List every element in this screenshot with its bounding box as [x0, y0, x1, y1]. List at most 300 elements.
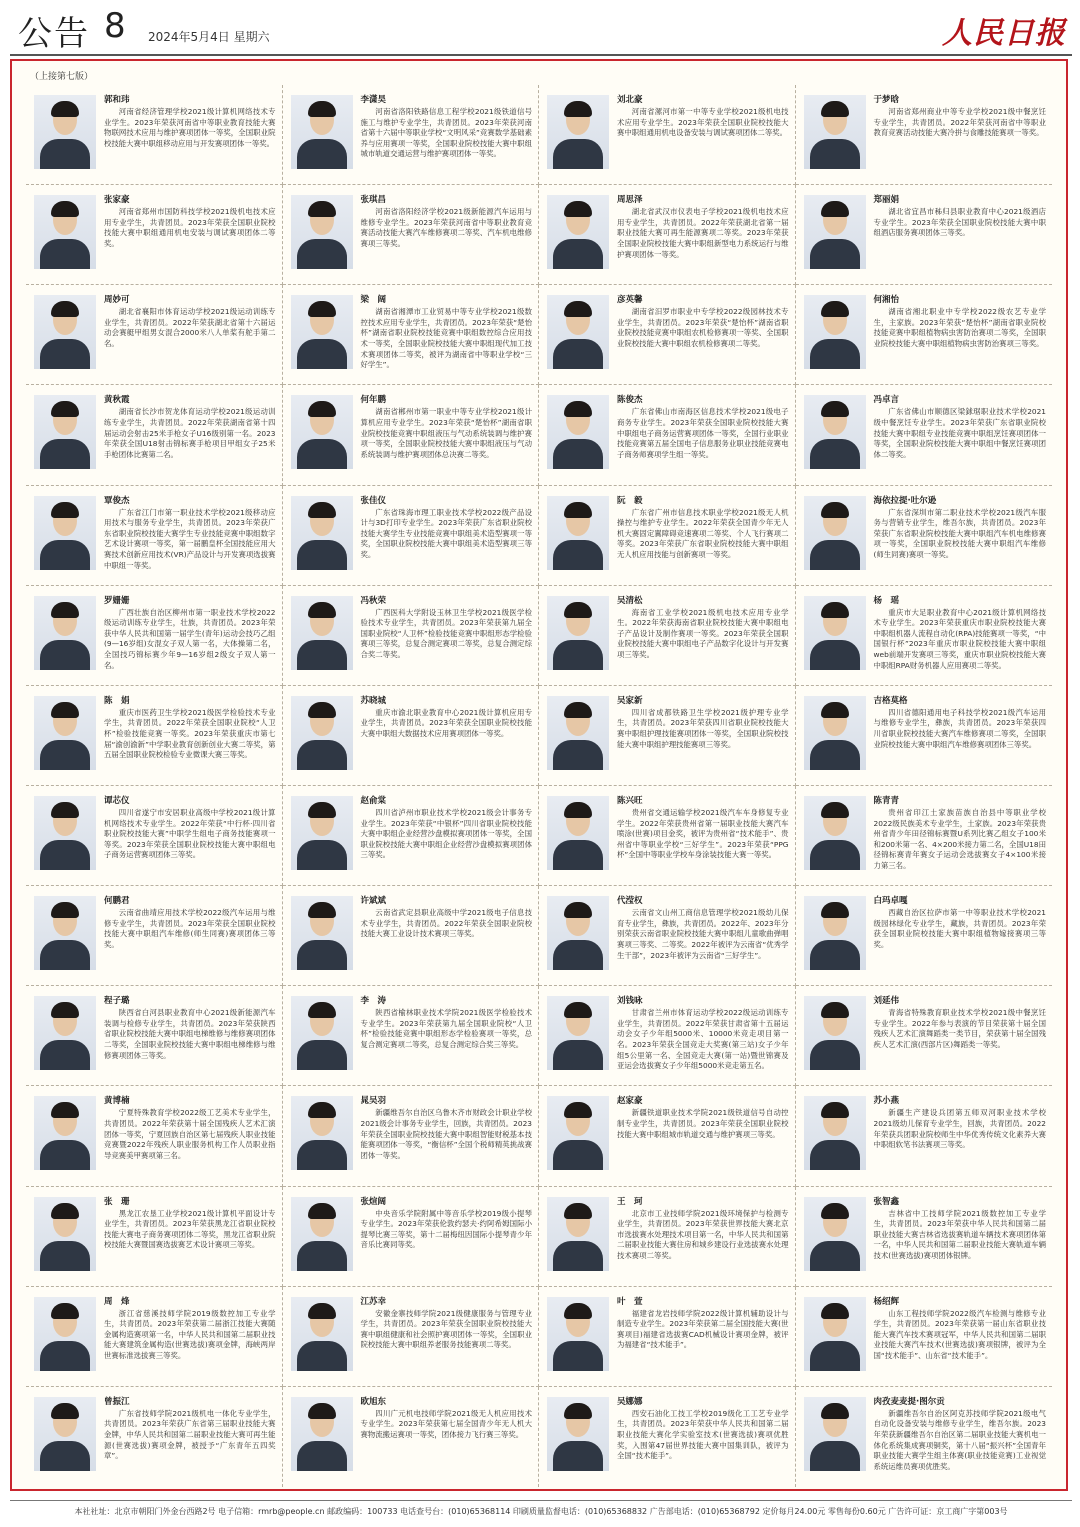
profile-card — [26, 786, 283, 886]
student-bio: 四川省德阳通用电子科技学校2021级汽车运用与维修专业学生，彝族，共青团员。2023年荣获四川省职业院校技能大赛汽车维修赛项二等奖，全国职业院校技能大赛中职组汽车维修赛项团体三等奖。 — [873, 707, 1046, 749]
student-name: 张家豪 — [104, 195, 130, 206]
portrait-body — [810, 640, 860, 670]
portrait-photo — [34, 395, 96, 469]
student-name: 陈 娟 — [104, 695, 130, 706]
portrait-hair — [821, 1403, 849, 1419]
profile-card — [283, 1287, 540, 1387]
portrait-hair — [821, 1203, 849, 1219]
portrait-hair — [564, 1203, 592, 1219]
student-name: 黄秋霞 — [104, 395, 130, 406]
student-bio: 宁夏特殊教育学校2022级工艺美术专业学生，共青团员。2022年荣获第十届全国残疾人艺术汇演团体一等奖，宁夏回族自治区第七届残疾人职业技能竞赛暨2022年残疾人职业服务机构工作人员职业指导竞赛美甲赛项第三名。 — [104, 1108, 276, 1160]
portrait-body — [40, 439, 90, 469]
student-bio: 湖南省郴州市第一职业中等专业学校2021级计算机应用专业学生。2023年荣获“楚怡杯”湖南省职业院校技能竞赛中职组液压与气动系统装调与维护赛项一等奖，全国职业院校技能大赛中职组液压与气动系统装调与维护赛项团体总决赛二等奖。 — [360, 407, 532, 459]
imprint-footer: 本社社址：北京市朝阳门外金台西路2号 电子信箱：rmrb@people.cn 邮政编码：100733 电话查号台：(010)65368114 印刷质量监督电话：(010)65368832 广告部电话：(010)65368792 定价每月24.00元 零售每份0.60元 广告许可证：京工商广字第003号 — [10, 1500, 1072, 1517]
portrait-body — [553, 1441, 603, 1471]
portrait-photo — [34, 1096, 96, 1170]
masthead-rule — [10, 54, 1072, 56]
portrait-body — [297, 339, 347, 369]
portrait-body — [40, 940, 90, 970]
portrait-photo — [547, 496, 609, 570]
student-bio: 安徽金寨技师学院2021级健康服务与管理专业学生，共青团员。2023年荣获全国职业院校技能大赛中职组健康和社会照护赛项团体一等奖，全国职业院校技能大赛中职组养老服务技能赛项二等奖。 — [360, 1308, 532, 1350]
portrait-body — [297, 640, 347, 670]
profile-card — [26, 1086, 283, 1186]
student-bio: 河南省郑州市国防科技学校2021级机电技术应用专业学生，共青团员。2023年荣获全国职业院校技能大赛中职组通用机电安装与调试赛项团体二等奖。 — [104, 207, 276, 248]
portrait-body — [810, 940, 860, 970]
portrait-photo — [34, 996, 96, 1070]
student-name: 刘延伟 — [873, 996, 900, 1007]
portrait-body — [297, 139, 347, 169]
student-name: 何湘怡 — [873, 295, 900, 306]
profile-card — [796, 85, 1053, 185]
student-name: 欧旭东 — [360, 1396, 387, 1407]
portrait-hair — [821, 401, 849, 417]
portrait-hair — [821, 902, 849, 918]
student-name: 白玛卓嘎 — [873, 896, 908, 907]
portrait-photo — [34, 596, 96, 670]
portrait-hair — [564, 802, 592, 818]
student-bio: 新疆维吾尔自治区乌鲁木齐市财政会计职业学校2021级会计事务专业学生，回族，共青团员。2023年荣获全国职业院校技能大赛中职组智能财税基本技能赛项团体一等奖，“衡信杯”全国个税师精英挑战赛团体一等奖。 — [360, 1108, 532, 1160]
portrait-body — [810, 339, 860, 369]
student-name: 彦英馨 — [617, 295, 643, 306]
portrait-hair — [51, 301, 79, 317]
student-bio: 新疆生产建设兵团第五师双河职业技术学校2021级幼儿保育专业学生，回族，共青团员。2022年荣获兵团职业院校师生中华优秀传统文化素养大赛中职组软笔书法赛项三等奖。 — [873, 1108, 1046, 1150]
portrait-hair — [51, 902, 79, 918]
student-name: 吴家新 — [617, 695, 643, 706]
portrait-body — [553, 1140, 603, 1170]
student-name: 陈俊杰 — [617, 395, 643, 406]
student-bio: 西藏自治区拉萨市第一中等职业技术学校2021级园林绿化专业学生，藏族，共青团员。2023年荣获全国职业院校技能大赛中职组植物嫁接赛项三等奖。 — [873, 908, 1046, 949]
student-name: 何年鹏 — [360, 395, 387, 406]
student-bio: 广东省佛山市顺德区梁銶琚职业技术学校2021级中餐烹饪专业学生。2023年荣获广东省职业院校技能大赛中职组专业技能竞赛中职组烹饪赛项团体一等奖，全国职业院校技能大赛中职组中餐烹饪赛项团体二等奖。 — [873, 407, 1046, 459]
portrait-photo — [34, 1197, 96, 1271]
profile-card — [796, 1387, 1053, 1487]
portrait-photo — [547, 395, 609, 469]
portrait-body — [553, 239, 603, 269]
student-bio: 西安石油化工技工学校2019级化工工艺专业学生，共青团员。2023年荣获中华人民共和国第二届职业技能大赛化学实验室技术(世赛选拔)赛项优胜奖，入围第47届世界技能大赛中国集训队，被评为全国“技术能手”。 — [617, 1408, 789, 1461]
profile-card — [26, 85, 283, 185]
portrait-hair — [308, 502, 336, 518]
portrait-body — [40, 1341, 90, 1371]
profile-card — [539, 486, 796, 586]
portrait-hair — [564, 401, 592, 417]
portrait-hair — [308, 201, 336, 217]
student-bio: 山东工程技师学院2022级汽车检测与维修专业学生，共青团员。2023年荣获第一届山东省职业技能大赛汽车技术赛项冠军，中华人民共和国第二届职业技能大赛汽车技术(世赛选拔)赛项银牌，被评为全国“技术能手”、山东省“技术能手”。 — [873, 1308, 1046, 1361]
profile-card — [539, 986, 796, 1086]
portrait-hair — [308, 1203, 336, 1219]
portrait-photo — [291, 1297, 353, 1371]
portrait-body — [810, 1040, 860, 1070]
portrait-hair — [821, 301, 849, 317]
portrait-body — [297, 740, 347, 770]
portrait-hair — [821, 201, 849, 217]
student-name: 程子璐 — [104, 996, 130, 1007]
profile-card — [539, 1287, 796, 1387]
portrait-hair — [51, 602, 79, 618]
portrait-body — [297, 940, 347, 970]
student-bio: 新疆铁道职业技术学院2021级铁道信号自动控制专业学生，共青团员。2023年荣获全国职业院校技能大赛中职组城市轨道交通与维护赛项三等奖。 — [617, 1108, 789, 1139]
portrait-photo — [804, 95, 866, 169]
profile-card — [539, 385, 796, 485]
portrait-hair — [308, 702, 336, 718]
portrait-body — [297, 1140, 347, 1170]
student-bio: 湖南省湘北职业中专学校2022级农艺专业学生，主家族。2023年荣获“楚怡杯”湖南省职业院校技能竞赛中职组植物病虫害防治赛项二等奖，全国职业院校技能大赛中职组植物病虫害防治赛项三等奖。 — [873, 307, 1046, 349]
profile-card — [283, 1086, 540, 1186]
portrait-photo — [804, 796, 866, 870]
profile-card — [796, 1086, 1053, 1186]
profile-card — [539, 586, 796, 686]
section-title: 公告 — [18, 14, 90, 54]
student-name: 李潇昊 — [360, 95, 387, 105]
portrait-body — [553, 439, 603, 469]
student-bio: 河南省洛阳经济学校2021级新能源汽车运用与维修专业学生。2023年荣获河南省中等职业教育竞赛活动技能大赛汽车维修赛项二等奖、汽车机电维修赛项三等奖。 — [360, 207, 532, 248]
student-name: 吉格莫格 — [873, 695, 908, 706]
portrait-photo — [34, 696, 96, 770]
profile-card — [796, 1287, 1053, 1387]
student-name: 郭和玮 — [104, 95, 130, 105]
portrait-photo — [291, 796, 353, 870]
student-name: 苏小燕 — [873, 1096, 900, 1107]
portrait-body — [40, 1040, 90, 1070]
student-name: 许斌斌 — [360, 896, 387, 907]
portrait-photo — [804, 896, 866, 970]
student-name: 冯秋荣 — [360, 595, 387, 606]
portrait-photo — [547, 95, 609, 169]
student-name: 陈青青 — [873, 796, 900, 806]
portrait-body — [40, 139, 90, 169]
portrait-hair — [564, 1403, 592, 1419]
portrait-photo — [804, 1096, 866, 1170]
portrait-body — [297, 239, 347, 269]
student-bio: 重庆市大足职业教育中心2021级计算机网络技术专业学生。2023年荣获重庆市职业院校技能大赛中职组机器人流程自动化(RPA)技能赛项一等奖，“中国银行杯”2023年重庆市职业院校技能大赛中职组web前端开发赛项三等奖，重庆市职业院校技能大赛中职组RPA财务机器人应用赛项二等奖。 — [873, 607, 1046, 670]
profile-card — [26, 1287, 283, 1387]
portrait-hair — [821, 101, 849, 117]
portrait-photo — [34, 496, 96, 570]
student-bio: 陕西省白河县职业教育中心2021级新能源汽车装调与检修专业学生，共青团员。2023年荣获陕西省职业院校技能大赛中职组电梯维修与维修赛项团体二等奖，全国职业院校技能大赛中职组电梯维修与维修赛项团体三等奖。 — [104, 1008, 276, 1060]
student-name: 何鹏君 — [104, 896, 130, 907]
profile-card — [283, 285, 540, 385]
profile-card — [796, 385, 1053, 485]
portrait-hair — [821, 502, 849, 518]
portrait-photo — [804, 1197, 866, 1271]
portrait-photo — [34, 796, 96, 870]
portrait-hair — [51, 201, 79, 217]
portrait-body — [553, 640, 603, 670]
student-name: 张琪昌 — [360, 195, 387, 206]
student-bio: 新疆维吾尔自治区阿克苏技师学院2021级电气自动化设备安装与维修专业学生，维吾尔族。2023年荣获新疆维吾尔自治区第二届职业技能大赛机电一体化系统集成赛项铜奖，第十八届“振兴杯”全国青年职业技能大赛学生组主体赛(职业技能竞赛)工业视觉系统运维员赛项优胜奖。 — [873, 1408, 1046, 1471]
portrait-photo — [547, 1197, 609, 1271]
portrait-body — [810, 439, 860, 469]
student-name: 刘北豪 — [617, 95, 643, 105]
profile-card — [26, 986, 283, 1086]
profile-card — [283, 1387, 540, 1487]
portrait-hair — [821, 802, 849, 818]
student-bio: 河南省漯河市第一中等专业学校2021级机电技术应用专业学生。2023年荣获全国职业院校技能大赛中职组通用机电设备安装与调试赛项团体二等奖。 — [617, 107, 789, 138]
portrait-body — [810, 139, 860, 169]
portrait-hair — [51, 1203, 79, 1219]
portrait-hair — [821, 602, 849, 618]
student-name: 吴清松 — [617, 595, 643, 606]
portrait-hair — [564, 702, 592, 718]
profile-card — [539, 1086, 796, 1186]
portrait-photo — [291, 1397, 353, 1471]
student-name: 周思泽 — [617, 195, 643, 206]
portrait-photo — [547, 796, 609, 870]
student-bio: 中央音乐学院附属中等音乐学校2019级小提琴专业学生。2023年荣获伦敦约瑟夫·约阿希姆国际小提琴比赛三等奖，第十二届梅纽因国际小提琴青少年音乐比赛同等奖。 — [360, 1208, 532, 1250]
portrait-photo — [547, 195, 609, 269]
student-name: 梁 阔 — [360, 295, 387, 306]
portrait-photo — [804, 195, 866, 269]
student-name: 罗姗姗 — [104, 595, 130, 606]
student-bio: 湖北省宜昌市秭归县职业教育中心2021级酒店专业学生。2023年荣获全国职业院校技能大赛中职组酒店服务赛项团体三等奖。 — [873, 207, 1046, 238]
portrait-body — [553, 940, 603, 970]
portrait-body — [553, 339, 603, 369]
student-bio: 重庆市医药卫生学校2021级医学检验技术专业学生，共青团员。2022年荣获全国职业院校“人卫杯”检验技能竞赛一等奖。2023年荣获重庆市第七届“渝创渝新”中学职业教育创新创业大赛二等奖，第五届全国职业院校检验专业微课大赛三等奖。 — [104, 707, 276, 760]
portrait-body — [297, 1040, 347, 1070]
portrait-photo — [547, 896, 609, 970]
portrait-body — [810, 840, 860, 870]
profile-card — [26, 185, 283, 285]
student-bio: 青海省特殊教育职业技术学校2021级中餐烹饪专业学生。2022年参与表演的节目荣获第十届全国残疾人艺术汇演舞蹈类一类节目，荣获第十届全国残疾人艺术汇演(西部片区)舞蹈类一等奖。 — [873, 1008, 1046, 1050]
student-bio: 黑龙江农垦工业学校2021级计算机平面设计专业学生，共青团员。2023年荣获黑龙江省职业院校技能大赛电子商务赛项团体二等奖，黑龙江省职业院校技能大赛暨国赛选拔赛艺术设计赛项三等奖。 — [104, 1208, 276, 1250]
student-name: 周 烽 — [104, 1296, 130, 1307]
student-name: 杨绍辉 — [873, 1296, 900, 1307]
student-name: 李 涛 — [360, 996, 387, 1007]
portrait-photo — [804, 1297, 866, 1371]
student-bio: 湖北省武汉市仪表电子学校2021级机电技术应用专业学生，共青团员。2022年荣获湖北省第一届职业技能大赛可再生能源赛项二等奖。2023年荣获全国职业院校技能大赛中职组新型电力系统运行与维护赛项团体一等奖。 — [617, 207, 789, 259]
student-bio: 广东省深圳市第二职业技术学校2021级汽车服务与营销专业学生，维吾尔族，共青团员。2023年荣获广东省职业院校技能大赛中职组汽车机电维修赛项一等奖，全国职业院校技能大赛中职组汽车维修(师生同赛)赛项一等奖。 — [873, 507, 1046, 559]
portrait-hair — [308, 1303, 336, 1319]
student-name: 晁吴羽 — [360, 1096, 387, 1107]
portrait-photo — [34, 295, 96, 369]
portrait-hair — [821, 1303, 849, 1319]
portrait-photo — [804, 1397, 866, 1471]
profile-card — [26, 586, 283, 686]
student-name: 谭芯仪 — [104, 796, 130, 806]
portrait-hair — [308, 1102, 336, 1118]
student-bio: 四川省遂宁市安居职业高级中学校2021级计算机网络技术专业学生。2022年荣获“中行杯·四川省职业院校技能大赛”中职学生组电子商务技能赛项一等奖。2023年荣获全国职业院校技能大赛中职组电子商务运营赛项团体三等奖。 — [104, 808, 276, 860]
profile-card — [26, 285, 283, 385]
student-bio: 河南省经济管理学校2021级计算机网络技术专业学生。2023年荣获河南省中等职业教育技能大赛物联网技术应用与维护赛项团体一等奖，全国职业院校技能大赛中职组移动应用与开发赛项团体一等奖。 — [104, 107, 276, 148]
portrait-hair — [821, 702, 849, 718]
student-bio: 陕西省榆林职业技术学院2021级医学检验技术专业学生。2023年荣获第九届全国职业院校“人卫杯”检验技能竞赛中职组形态学检验赛项一等奖，总复合测定赛项二等奖，总复合测定综合奖三等奖。 — [360, 1008, 532, 1050]
masthead — [0, 0, 1080, 58]
portrait-body — [40, 840, 90, 870]
student-name: 苏晓城 — [360, 695, 387, 706]
profile-card — [26, 886, 283, 986]
student-name: 张智鑫 — [873, 1196, 900, 1207]
student-name: 张 珊 — [104, 1196, 130, 1207]
portrait-body — [810, 1341, 860, 1371]
portrait-body — [297, 439, 347, 469]
portrait-body — [553, 1241, 603, 1271]
student-bio: 吉林省中工技师学院2021级数控加工专业学生，共青团员。2023年荣获中华人民共和国第二届职业技能大赛吉林省选拔赛轨道车辆技术赛项团体第一名，中华人民共和国第二届职业技能大赛轨道车辆技术(世赛选拔)赛项团体银牌。 — [873, 1208, 1046, 1260]
portrait-photo — [804, 696, 866, 770]
profile-card — [796, 1187, 1053, 1287]
portrait-photo — [291, 1197, 353, 1271]
portrait-hair — [51, 1002, 79, 1018]
profile-card — [796, 486, 1053, 586]
profile-card — [283, 686, 540, 786]
profile-card — [26, 1387, 283, 1487]
profile-card — [26, 486, 283, 586]
portrait-photo — [34, 95, 96, 169]
portrait-body — [810, 239, 860, 269]
portrait-body — [297, 1341, 347, 1371]
student-name: 赵家豪 — [617, 1096, 643, 1107]
profile-card — [796, 986, 1053, 1086]
student-bio: 重庆市渝北职业教育中心2021级计算机应用专业学生，共青团员。2023年荣获全国职业院校技能大赛中职组大数据技术应用赛项团体一等奖。 — [360, 707, 532, 739]
portrait-hair — [308, 301, 336, 317]
portrait-body — [40, 740, 90, 770]
portrait-hair — [308, 802, 336, 818]
student-name: 覃俊杰 — [104, 495, 130, 506]
portrait-photo — [804, 596, 866, 670]
student-name: 郑丽娟 — [873, 195, 900, 206]
portrait-body — [297, 1241, 347, 1271]
profile-card — [539, 1387, 796, 1487]
portrait-photo — [34, 1297, 96, 1371]
profile-card — [796, 285, 1053, 385]
portrait-body — [297, 840, 347, 870]
student-bio: 云南省武定县职业高级中学2021级电子信息技术专业学生，共青团员。2022年荣获全国职业院校技能大赛工业设计技术赛项三等奖。 — [360, 908, 532, 939]
portrait-hair — [821, 1102, 849, 1118]
portrait-hair — [51, 401, 79, 417]
issue-date: 2024年5月4日 星期六 — [148, 30, 270, 44]
portrait-hair — [821, 1002, 849, 1018]
profile-card — [539, 686, 796, 786]
profile-card — [283, 1187, 540, 1287]
student-bio: 海南省工业学校2021级机电技术应用专业学生。2022年荣获海南省职业院校技能大赛中职组电子产品设计及制作赛项一等奖。2023年荣获全国职业院校技能大赛中职组电子产品数字化设计与开发赛项三等奖。 — [617, 607, 789, 660]
profile-card — [283, 85, 540, 185]
student-bio: 四川省泸州市职业技术学校2021级会计事务专业学生。2023年荣获“中银杯”四川省职业院校技能大赛中职组企业经营沙盘模拟赛项团体一等奖，全国职业院校技能大赛中职组企业经营沙盘模拟赛项团体三等奖。 — [360, 808, 532, 860]
portrait-body — [810, 540, 860, 570]
portrait-hair — [51, 502, 79, 518]
portrait-hair — [51, 702, 79, 718]
student-name: 黄博楠 — [104, 1096, 130, 1107]
portrait-photo — [547, 1397, 609, 1471]
portrait-body — [553, 840, 603, 870]
portrait-hair — [564, 1102, 592, 1118]
student-name: 于梦晗 — [873, 95, 900, 105]
portrait-hair — [308, 902, 336, 918]
student-bio: 贵州省交通运输学校2021级汽车车身修复专业学生。2022年荣获贵州省第一届职业技能大赛汽车喷涂(世赛)项目金奖，被评为贵州省“技术能手”、贵州省中等职业学校“三好学生”。2023年荣获“PPG杯”全国中等职业学校车身涂装技能大赛一等奖。 — [617, 808, 789, 860]
profile-card — [796, 886, 1053, 986]
portrait-body — [40, 1241, 90, 1271]
portrait-photo — [291, 596, 353, 670]
student-name: 肉孜麦麦提·图尔贡 — [873, 1396, 945, 1407]
portrait-hair — [564, 101, 592, 117]
profile-card — [539, 285, 796, 385]
portrait-body — [40, 640, 90, 670]
student-name: 杨 瑶 — [873, 595, 900, 606]
profile-grid — [26, 85, 1052, 1487]
profile-card — [796, 786, 1053, 886]
portrait-photo — [291, 696, 353, 770]
student-name: 赵俞棠 — [360, 796, 387, 806]
portrait-hair — [564, 1002, 592, 1018]
portrait-photo — [291, 496, 353, 570]
portrait-body — [553, 139, 603, 169]
portrait-photo — [291, 1096, 353, 1170]
student-bio: 广东省江门市第一职业技术学校2021级移动应用技术与服务专业学生，共青团员。2023年荣获广东省职业院校技能大赛学生专业技能竞赛中职组数字艺术设计赛项一等奖，第一届鹏皇杯全国技能应用大赛技术创新应用技术(VR)产品设计与开发赛项选拔赛中职组一等奖。 — [104, 507, 276, 570]
portrait-photo — [291, 896, 353, 970]
portrait-photo — [547, 996, 609, 1070]
portrait-photo — [34, 1397, 96, 1471]
portrait-photo — [291, 996, 353, 1070]
student-bio: 湖南省汨罗市职业中专学校2022级园林技术专业学生，共青团员。2023年荣获“楚怡杯”湖南省职业院校技能竞赛中职组农机检修赛项一等奖、全国职业院校技能大赛中职组农机检修赛项二等奖。 — [617, 307, 789, 349]
student-bio: 福建省龙岩技师学院2022级计算机辅助设计与制造专业学生。2023年荣获第二届全国技能大赛(世赛项目)福建省选拔赛CAD机械设计赛项金牌，被评为福建省“技术能手”。 — [617, 1308, 789, 1350]
portrait-body — [40, 540, 90, 570]
profile-card — [539, 185, 796, 285]
profile-card — [539, 1187, 796, 1287]
profile-card — [283, 786, 540, 886]
student-bio: 云南省文山州工商信息管理学校2021级幼儿保育专业学生，彝族，共青团员。2022年、2023年分别荣获云南省职业院校技能大赛中职组儿童歌曲弹唱赛项三等奖、二等奖。2022年被评为云南省“优秀学生干部”，2023年被评为云南省“三好学生”。 — [617, 908, 789, 960]
student-name: 江苏幸 — [360, 1296, 387, 1307]
profile-card — [539, 886, 796, 986]
portrait-hair — [308, 1403, 336, 1419]
portrait-hair — [308, 1002, 336, 1018]
portrait-body — [810, 740, 860, 770]
student-bio: 广东省技师学院2021级机电一体化专业学生，共青团员。2023年荣获广东省第三届职业技能大赛金牌，中华人民共和国第二届职业技能大赛可再生能源(世赛选拔)赛项金牌，被授予“广东青年五四奖章”。 — [104, 1408, 276, 1461]
portrait-hair — [564, 1303, 592, 1319]
student-bio: 河南省郑州商业中等专业学校2021级中餐烹饪专业学生，共青团员。2022年荣获河南省中等职业教育竞赛活动技能大赛冷拼与食雕技能赛项一等奖。 — [873, 107, 1046, 138]
profile-card — [283, 586, 540, 686]
student-name: 周妙可 — [104, 295, 130, 306]
portrait-photo — [804, 996, 866, 1070]
student-name: 代滢权 — [617, 896, 643, 907]
portrait-hair — [564, 902, 592, 918]
portrait-body — [553, 1040, 603, 1070]
student-name: 海依拉提·吐尔逊 — [873, 495, 937, 506]
portrait-hair — [51, 1303, 79, 1319]
student-bio: 广西医科大学附设玉林卫生学校2021级医学检验技术专业学生，共青团员。2023年荣获第九届全国职业院校“人卫杯”检验技能竞赛中职组形态学检验赛项三等奖，总复合测定赛项二等奖，总复合测定综合奖二等奖。 — [360, 607, 532, 660]
portrait-hair — [564, 502, 592, 518]
portrait-hair — [308, 101, 336, 117]
profile-card — [796, 686, 1053, 786]
profile-card — [539, 786, 796, 886]
student-name: 陈兴旺 — [617, 796, 643, 806]
portrait-hair — [564, 301, 592, 317]
student-bio: 湖南省长沙市贺龙体育运动学校2021级运动训练专业学生，共青团员。2022年荣获湖南省第十四届运动会射击25米手枪女子U16级别第一名。2023年荣获全国U18射击锦标赛手枪项目甲组女子25米手枪团体比赛第二名。 — [104, 407, 276, 459]
student-bio: 广东省广州市信息技术职业学校2021级无人机操控与维护专业学生。2022年荣获全国青少年无人机大赛固定翼障碍竞速赛项二等奖、个人飞行赛项二等奖。2023年荣获广东省职业院校技能大赛中职组无人机应用技能与创新赛项一等奖。 — [617, 507, 789, 559]
student-name: 张佳仪 — [360, 495, 387, 506]
portrait-body — [297, 1441, 347, 1471]
student-bio: 四川省成都铁路卫生学校2021级护理专业学生，共青团员。2023年荣获四川省职业院校技能大赛中职组护理技能赛项团体一等奖，全国职业院校技能大赛中职组护理技能赛项三等奖。 — [617, 707, 789, 749]
portrait-hair — [51, 1102, 79, 1118]
portrait-photo — [291, 395, 353, 469]
student-name: 叶 萱 — [617, 1296, 643, 1307]
portrait-photo — [291, 95, 353, 169]
student-name: 张煊阔 — [360, 1196, 387, 1207]
profile-card — [283, 185, 540, 285]
continued-label: （上接第七版） — [30, 72, 94, 82]
student-bio: 甘肃省兰州市体育运动学校2022级运动训练专业学生，共青团员。2022年荣获甘肃省第十五届运动会女子少年组5000米、10000米竞走项目第一名。2023年荣获全国竞走大奖赛(第三站)女子少年组5公里第一名、全国竞走大赛(第一站)暨世锦赛及亚运会选拔赛女子少年组5000米竞走第五名。 — [617, 1008, 789, 1071]
portrait-photo — [547, 696, 609, 770]
portrait-hair — [564, 201, 592, 217]
profile-card — [796, 185, 1053, 285]
portrait-hair — [564, 602, 592, 618]
student-bio: 河南省洛阳铁路信息工程学校2021级铁道信号施工与维护专业学生，共青团员。2023年荣获河南省第十六届中等职业学校“文明风采”竞赛数学基础素养与应用赛项一等奖，全国职业院校技能大赛中职组城市轨道交通运营与维护赛项团体一等奖。 — [360, 107, 532, 159]
student-bio: 四川广元机电技师学院2021级无人机应用技术专业学生。2023年荣获第七届全国青少年无人机大赛物流搬运赛项一等奖，团体接力飞行赛三等奖。 — [360, 1408, 532, 1440]
portrait-photo — [547, 1297, 609, 1371]
profile-card — [26, 385, 283, 485]
portrait-hair — [51, 1403, 79, 1419]
announcement-frame — [10, 59, 1068, 1491]
student-bio: 湖北省襄阳市体育运动学校2021级运动训练专业学生，共青团员。2022年荣获湖北省第十六届运动会赛艇甲组男女混合2000米八人单桨有舵手第二名。 — [104, 307, 276, 349]
student-name: 阮 毅 — [617, 495, 643, 506]
student-bio: 浙江省慈溪技师学院2019级数控加工专业学生，共青团员。2023年荣获第二届浙江技能大赛随金属构造赛项第一名，中华人民共和国第二届职业技能大赛建筑金属构造(世赛选拔)赛项金牌，海峡两岸世赛标准选拔赛三等奖。 — [104, 1308, 276, 1361]
profile-card — [283, 986, 540, 1086]
